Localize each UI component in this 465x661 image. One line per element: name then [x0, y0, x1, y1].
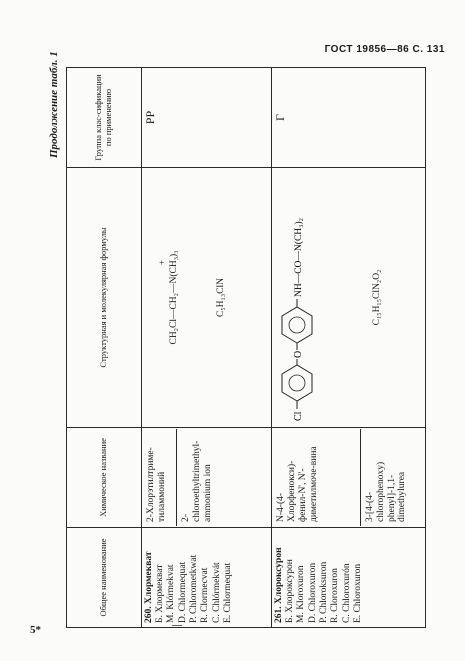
table-row — [272, 68, 426, 628]
benzene-ring-icon — [282, 307, 312, 343]
name-variants — [155, 532, 235, 623]
chemical-name-en: 2-chloroethyltrimethyl-ammonium ion — [176, 429, 214, 526]
table-row — [142, 68, 272, 628]
name-variant: E. Chlormequat — [223, 562, 234, 623]
table-title: Продолжение табл. 1 — [48, 51, 60, 158]
structural-formula — [158, 172, 180, 423]
name-variant: С. Chlórmekvát — [211, 562, 222, 623]
molecular-formula: C₁₅H₁₅ClN₂O₂ — [371, 269, 382, 326]
header-formula: Структурная и молекулярная формулы — [67, 168, 142, 428]
common-name: Хлормекват — [144, 551, 154, 604]
name-variant: Б. Хлормекват — [154, 564, 165, 623]
name-variant: P. Chloroksuron — [319, 561, 330, 623]
table-header-row — [67, 68, 142, 628]
rotated-table-area — [48, 51, 428, 628]
benzene-ring-icon — [282, 365, 312, 401]
group-cell: Г — [272, 68, 426, 168]
name-variant: R. Clormecvat — [200, 567, 211, 623]
name-variant: М. Klórmekvat — [166, 564, 177, 623]
formula-cell — [272, 168, 426, 428]
common-name-cell — [272, 528, 426, 628]
molecular-formula: C₅H₁₃ClN — [215, 278, 226, 317]
name-variants — [285, 532, 365, 623]
chloroxuron-structure — [274, 173, 318, 423]
name-variant: С. Chloroxurón — [341, 563, 352, 623]
page-mark: 5* — [30, 624, 41, 636]
name-variant: P. Chlorometkwat — [189, 554, 200, 623]
urea-group-label: NH—CO—N(CH₃)₂ — [294, 218, 304, 297]
oxygen-label: O — [293, 350, 304, 358]
name-variant: D. Chloroxuron — [307, 562, 318, 623]
chlorine-label: Cl — [293, 411, 304, 421]
charge-sign: + — [158, 259, 168, 266]
row-number: 261. — [274, 606, 284, 623]
name-variant: R. Cloroxuron — [330, 568, 341, 623]
chemical-name-cell — [272, 428, 426, 528]
header-group: Группа клас-сификации по применению — [67, 68, 142, 168]
formula-cell — [142, 168, 272, 428]
header-common-name: Общее наименование — [67, 528, 142, 628]
chemical-name-ru: 2-Хлорэтилтриме-тиламмоний — [146, 447, 167, 522]
name-variant: М. Kloroxuron — [296, 565, 307, 623]
name-variant: E. Chloroxuron — [353, 563, 364, 623]
group-cell: PP — [142, 68, 272, 168]
row-number: 260. — [144, 606, 154, 623]
name-variant: D. Chlormequat — [177, 561, 188, 623]
common-name: Хлороксурон — [274, 547, 284, 604]
page-header: ГОСТ 19856—86 С. 131 — [324, 44, 445, 55]
substances-table — [66, 67, 426, 628]
structural-formula-text: CH₂Cl—CH₂—N(CH₃)₃ — [168, 250, 179, 345]
chemical-name-en: 3-[4-(4-chlorophenoxy) phenyl]-1,1-dimethylurea — [360, 429, 409, 526]
header-chemical-name: Химическое название — [67, 428, 142, 528]
chemical-name-cell — [142, 428, 272, 528]
name-variant: Б. Хлороксурон — [284, 559, 295, 623]
common-name-cell — [142, 528, 272, 628]
scan-mark — [172, 625, 182, 626]
chemical-name-ru: N-4-(4-Хлорфенокси)-фенил-N', N'-диметилмоче-вина — [276, 446, 319, 522]
